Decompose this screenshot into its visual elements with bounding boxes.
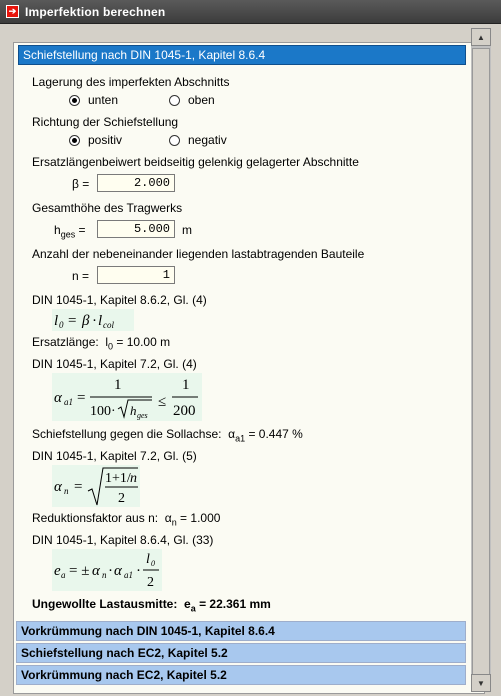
section-header-schiefstellung-ec2[interactable] [16,643,466,663]
svg-text:n: n [102,570,107,580]
formula-alpha-a1-svg [52,373,202,421]
formula-l0-svg [52,309,134,331]
formula-ea [52,549,162,591]
ref-din-8-6-2: DIN 1045-1, Kapitel 8.6.2, Gl. (4) [32,293,207,307]
n-label: Anzahl der nebeneinander liegenden lastabtragenden Bauteile [32,247,365,261]
section-title: Schiefstellung nach EC2, Kapitel 5.2 [21,646,228,660]
svg-text:β: β [82,313,90,329]
svg-text:·: · [92,313,97,329]
scroll-down-icon[interactable]: ▼ [471,674,491,692]
hges-input[interactable]: 5.000 [97,220,175,238]
richtung-label: Richtung der Schiefstellung [32,115,179,129]
section-title: Vorkrümmung nach EC2, Kapitel 5.2 [21,668,227,682]
svg-text:a: a [61,570,66,580]
svg-text:0: 0 [151,559,155,568]
lagerung-label: Lagerung des imperfekten Abschnitts [32,75,230,89]
vertical-scrollbar[interactable] [471,28,491,692]
section-title: Vorkrümmung nach DIN 1045-1, Kapitel 8.6.4 [21,624,275,638]
svg-text:α: α [54,479,62,495]
section-header-vorkruemmung-din[interactable] [16,621,466,641]
window-title: Imperfektion berechnen [25,4,166,19]
radio-oben[interactable] [169,95,180,106]
svg-text:≤: ≤ [158,394,167,410]
svg-text:α: α [114,563,122,579]
result-line: Ungewollte Lastausmitte: $e_a = 22.361$ mm [32,597,271,614]
ref-din-7-2-gl4: DIN 1045-1, Kapitel 7.2, Gl. (4) [32,357,197,371]
radio-positiv[interactable] [69,135,80,146]
ref-din-8-6-4: DIN 1045-1, Kapitel 8.6.4, Gl. (33) [32,533,214,547]
svg-text:·: · [108,563,113,579]
beta-symbol: β = [72,177,90,191]
n-input[interactable]: 1 [97,266,175,284]
arrow-right-icon: ➔ [6,5,19,18]
svg-text:l: l [98,313,103,329]
formula-alpha-n-svg [52,465,140,507]
svg-text:2: 2 [147,575,154,590]
svg-text:0: 0 [59,320,64,330]
beta-label: Ersatzlängenbeiwert beidseitig gelenkig gelagerter Abschnitte [32,155,359,169]
radio-unten-label[interactable]: unten [88,93,119,107]
alpha-n-line: Reduktionsfaktor aus n: $\alpha_n = 1.000$ [32,511,221,528]
radio-oben-label[interactable]: oben [188,93,215,107]
svg-text:ges: ges [137,411,148,420]
svg-text:1+1/: 1+1/ [105,471,131,486]
radio-negativ[interactable] [169,135,180,146]
svg-text:n: n [64,486,69,496]
svg-text:col: col [103,320,114,330]
radio-negativ-label[interactable]: negativ [188,133,227,147]
content-card [13,42,485,694]
radio-positiv-label[interactable]: positiv [88,133,123,147]
title-bar [0,0,501,24]
svg-text:a1: a1 [124,570,133,580]
hges-symbol: $h_{ges}$ = [54,223,86,240]
svg-text:l: l [54,313,59,329]
beta-input[interactable]: 2.000 [97,174,175,192]
svg-text:·: · [136,563,141,579]
radio-unten[interactable] [69,95,80,106]
svg-text:=: = [68,313,77,329]
formula-l0 [52,309,134,331]
svg-text:α: α [92,563,100,579]
scroll-up-icon[interactable]: ▲ [471,28,491,46]
formula-ea-svg [52,549,162,591]
svg-text:200: 200 [173,403,196,419]
section-header-vorkruemmung-ec2[interactable] [16,665,466,685]
section-title: Schiefstellung nach DIN 1045-1, Kapitel 8.6.4 [23,48,266,62]
svg-text:= ±: = ± [69,563,90,579]
svg-text:2: 2 [118,491,125,506]
hges-label: Gesamthöhe des Tragwerks [32,201,183,215]
formula-alpha-n [52,465,140,507]
ersatzlaenge-line: Ersatzlänge: $l_0 = 10.00$ m [32,335,171,352]
ref-din-7-2-gl5: DIN 1045-1, Kapitel 7.2, Gl. (5) [32,449,197,463]
svg-text:=: = [74,479,83,495]
svg-text:l: l [146,552,150,567]
section-header-schiefstellung-din[interactable] [18,45,466,65]
n-symbol: n = [72,269,90,283]
svg-text:1: 1 [114,377,122,393]
svg-text:e: e [54,563,61,579]
svg-text:α: α [54,390,62,406]
scroll-thumb[interactable] [472,48,490,678]
svg-text:=: = [77,390,86,406]
alpha-a1-line: Schiefstellung gegen die Sollachse: $\alpha_{a1} = 0.447$ % [32,427,303,444]
svg-text:1: 1 [182,377,190,393]
svg-text:h: h [130,403,137,418]
formula-alpha-a1 [52,373,202,421]
svg-text:n: n [130,471,137,486]
dialog-panel [4,28,497,692]
svg-text:a1: a1 [64,397,73,407]
svg-text:100·: 100· [90,404,116,419]
hges-unit: m [182,223,192,237]
